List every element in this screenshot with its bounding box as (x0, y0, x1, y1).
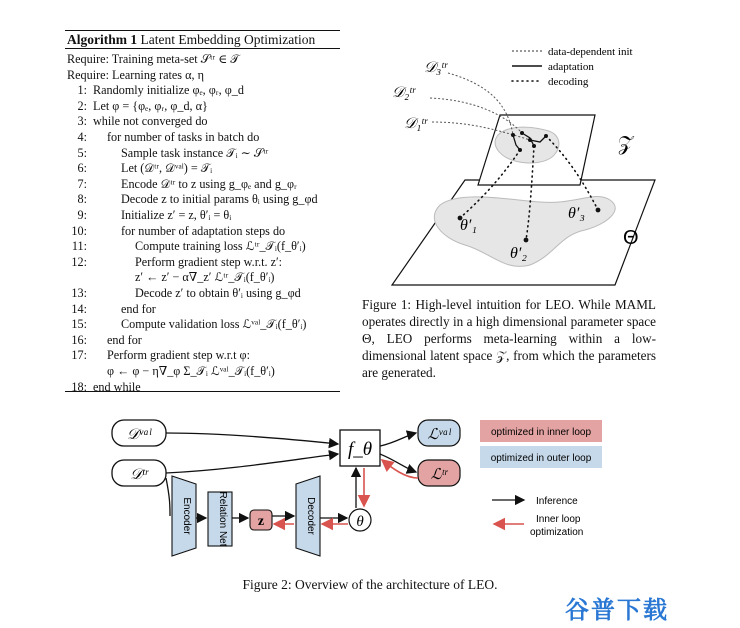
algorithm-line: 11: Compute training loss ℒᵗʳ_𝒯ᵢ(f_θ′ᵢ) (71, 239, 306, 254)
l-tr-label: ℒᵗʳ (430, 467, 448, 483)
algorithm-line: 13: Decode z′ to obtain θ′ᵢ using g_φd (71, 286, 301, 300)
algorithm-line: 17: Perform gradient step w.r.t φ: (71, 348, 250, 363)
algorithm-line: φ ← φ − η∇_φ Σ_𝒯ᵢ ℒᵛᵃˡ_𝒯ᵢ(f_θ′ᵢ) (107, 364, 275, 378)
label-theta2: θ′₂ (510, 245, 527, 262)
legend-outer-label: optimized in outer loop (490, 453, 592, 464)
algorithm-line: 15: Compute validation loss ℒᵛᵃˡ_𝒯ᵢ(f_θ′ᵢ) (71, 317, 307, 332)
label-d1: 𝒟₁ᵗʳ (404, 116, 428, 132)
legend-inner-label: optimized in inner loop (490, 427, 592, 438)
algorithm-line: Require: Learning rates α, η (67, 67, 204, 82)
legend-adapt: adaptation (548, 61, 594, 73)
algorithm-line: 7: Encode 𝒟ᵗʳ to z using g_φₑ and g_φᵣ (77, 176, 297, 191)
algorithm-line: z′ ← z′ − α∇_z′ ℒᵗʳ_𝒯ᵢ(f_θ′ᵢ) (135, 270, 275, 285)
algo-mid-rule (65, 48, 340, 49)
figure2-diagram (100, 408, 640, 573)
d-val-label: 𝒟ᵛᵃˡ (126, 427, 152, 443)
algorithm-line: 1: Randomly initialize φₑ, φᵣ, φ_d (77, 83, 244, 98)
algorithm-line: 6: Let (𝒟ᵗʳ, 𝒟ᵛᵃˡ) = 𝒯ᵢ (77, 161, 213, 176)
label-theta3: θ′₃ (568, 205, 585, 222)
algorithm-line: 16: end for (71, 332, 142, 347)
figure1-legend (512, 46, 633, 88)
legend-decode: decoding (548, 76, 589, 88)
legend-inner-opt-line2: optimization (530, 527, 584, 538)
legend-inference-label: Inference (536, 496, 578, 507)
algorithm-line: 5: Sample task instance 𝒯ᵢ ∼ 𝒮ᵗʳ (77, 145, 269, 160)
z-label: z (257, 514, 265, 529)
label-z-space: 𝒵 (618, 133, 634, 155)
legend-init: data-dependent init (548, 46, 633, 58)
algorithm-line: 3: while not converged do (77, 114, 208, 129)
decoder-label: Decoder (305, 497, 316, 535)
algorithm-line: 14: end for (71, 301, 156, 316)
algorithm-line: 2: Let φ = {φₑ, φᵣ, φ_d, α} (77, 98, 208, 113)
label-theta1: θ′₁ (460, 217, 477, 234)
d-tr-label: 𝒟ᵗʳ (130, 467, 148, 483)
algorithm-line: 18: end while (71, 379, 141, 394)
encoder-label: Encoder (181, 497, 192, 535)
algo-bottom-rule (65, 391, 340, 392)
algorithm-line: 10: for number of adaptation steps do (71, 223, 286, 238)
theta-label: θ (356, 514, 364, 530)
label-d2: 𝒟₂ᵗʳ (392, 85, 416, 101)
figure1-caption: Figure 1: High-level intuition for LEO. While MAML operates directly in a high dimensional parameter space Θ, LEO performs meta-learning within a low-dimensional latent space 𝒵, from which the parameters are generated. (362, 297, 656, 380)
algorithm-line: Require: Training meta-set 𝒮ᵗʳ ∈ 𝒯 (67, 52, 240, 66)
algorithm-line: 4: for number of tasks in batch do (77, 130, 260, 144)
figure1-diagram (380, 30, 670, 292)
algorithm-line: 12: Perform gradient step w.r.t. z′: (71, 254, 283, 269)
label-theta-space: Θ (623, 227, 639, 249)
f-theta-label: f_θ (347, 439, 373, 460)
watermark-logo: 谷普下载 (565, 596, 669, 624)
algorithm-line: 8: Decode z to initial params θᵢ using g_φd (77, 192, 318, 207)
algo-top-rule (65, 30, 340, 31)
figure2-caption: Figure 2: Overview of the architecture of LEO. (242, 577, 498, 592)
algorithm-line: 9: Initialize z′ = z, θ′ᵢ = θᵢ (77, 208, 232, 222)
legend-inner-opt-line1: Inner loop (536, 514, 581, 525)
algorithm-box (65, 27, 340, 395)
algorithm-title: Algorithm 1 Latent Embedding Optimization (67, 32, 316, 47)
relation-net-label: Relation Net (217, 491, 228, 547)
l-val-label: ℒᵛᵃˡ (427, 427, 451, 443)
label-d3: 𝒟₃ᵗʳ (424, 60, 448, 76)
